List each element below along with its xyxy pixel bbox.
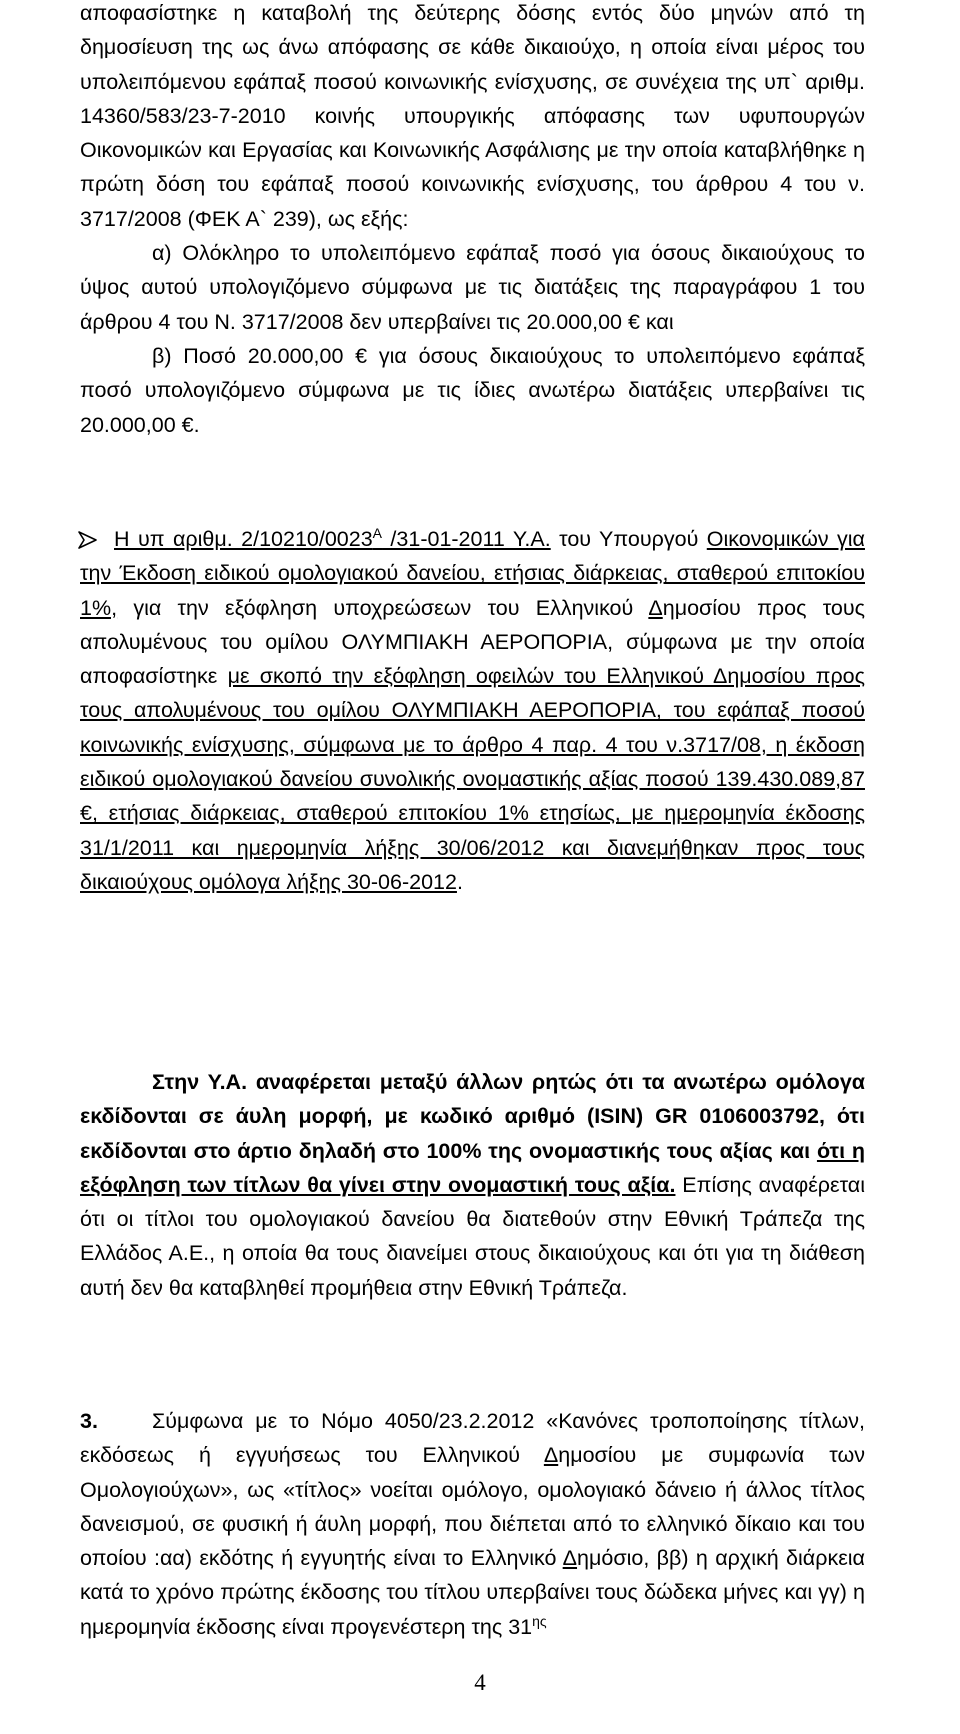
paragraph-decision xyxy=(80,0,865,442)
bullet-underline-3: με σκοπό την εξόφληση οφειλών του Ελληνικού Δημοσίου προς τους απολυμένους του ομίλου ΟΛΥΜΠΙΑΚΗ ΑΕΡΟΠΟΡΙΑ, του εφάπαξ ποσού κοινωνικής ενίσχυσης, σύμφωνα με το άρθρο 4 παρ. 4 του ν.3717/08, η έκδοση ειδικού ομολογιακού δανείου συνολικής ονομαστικής αξίας ποσού 139.430.089,87 €, ετήσιας διάρκειας, σταθερού επιτοκίου 1% ετησίως, με ημερομηνία έκδοσης 31/1/2011 και ημερομηνία λήξης 30/06/2012 και διανεμήθηκαν προς τους δικαιούχους ομόλογα λήξης 30-06-2012 xyxy=(80,664,865,894)
bullet-underline-1: Οικονομικών για την Έκδοση ειδικού ομολογιακού δανείου, ετήσιας διάρκειας, σταθερού επιτοκίου 1%, xyxy=(80,527,865,620)
ya-text xyxy=(80,1065,865,1305)
ya-bold-underline: ότι η εξόφληση των τίτλων θα γίνει στην ονομαστική τους αξία. xyxy=(80,1138,865,1197)
bullet-sup: Α xyxy=(372,524,383,541)
section-3-sup: ης xyxy=(532,1612,547,1629)
section-3-text: 3. Σύμφωνα με το Νόμο 4050/23.2.2012 «Κανόνες τροποποίησης τίτλων, εκδόσεως ή εγγυήσεως του Ελληνικού Δημοσίου με συμφωνία των Ομολογιούχων», ως «τίτλος» νοείται ομόλογο, ομολογιακό δάνειο ή άλλος τίτλος δανεισμού, σε φυσική ή άυλη μορφή, που διέπεται από το ελληνικό δίκαιο και του οποίου :αα) εκδότης ή εγγυητής είναι το Ελληνικό Δημόσιο, ββ) η αρχική διάρκεια κατά το χρόνο πρώτης έκδοσης του τίτλου υπερβαίνει τους δώδεκα μήνες και γγ) η ημερομηνία έκδοσης είναι προγενέστερη της $31^{\eta\varsigma}$ xyxy=(80,1404,865,1644)
ya-plain: Επίσης αναφέρεται ότι οι τίτλοι του ομολογιακού δανείου θα διατεθούν στην Εθνική Τράπεζα της Ελλάδος Α.Ε., η οποία θα τους διανείμει στους δικαιούχους και ότι για τη διάθεση αυτή δεν θα καταβληθεί προμήθεια στην Εθνική Τράπεζα. xyxy=(80,1172,865,1300)
ya-bold: Στην Υ.Α. αναφέρεται μεταξύ άλλων ρητώς ότι τα ανωτέρω ομόλογα εκδίδονται σε άυλη μορφή, με κωδικό αριθμό (ISIN) GR 0106003792, ότι εκδίδονται στο άρτιο δηλαδή στο 100% της ονομαστικής τους αξίας και xyxy=(80,1070,865,1163)
section-3 xyxy=(80,1404,865,1644)
paragraph-text: αποφασίστηκε η καταβολή της δεύτερης δόσης εντός δύο μηνών από τη δημοσίευση της ως άνω απόφασης σε κάθε δικαιούχο, η οποία είναι μέρος του υπολειπόμενου εφάπαξ ποσού κοινωνικής ενίσχυσης, σε συνέχεια της υπ` αριθμ. 14360/583/23-7-2010 κοινής υπουργικής απόφασης των υφυπουργών Οικονομικών και Εργασίας και Κοινωνικής Ασφάλισης με την οποία καταβλήθηκε η πρώτη δόση του εφάπαξ ποσού κοινωνικής ενίσχυσης, του άρθρου 4 του ν. 3717/2008 (ΦΕΚ Α` 239), ως εξής: xyxy=(80,1,865,231)
section-number: 3. xyxy=(80,1409,98,1433)
page-number: 4 xyxy=(474,1670,486,1695)
bullet-underline-2: Δ xyxy=(648,595,663,620)
item-b: β) Ποσό 20.000,00 € για όσους δικαιούχους το υπολειπόμενο εφάπαξ ποσό υπολογιζόμενο σύμφωνα με τις ίδιες ανωτέρω διατάξεις υπερβαίνει τις 20.000,00 €. xyxy=(80,343,865,437)
bullet-paragraph xyxy=(80,522,865,899)
ya-paragraph xyxy=(80,1065,865,1305)
bullet-lead: Η υπ αριθμ. $2/10210/0023^A$ /31-01-2011 Υ.Α. xyxy=(114,524,551,551)
arrow-bullet-icon xyxy=(78,531,98,549)
bullet-text: Η υπ αριθμ. $2/10210/0023^A$ /31-01-2011 Υ.Α. του Υπουργού Οικονομικών για την Έκδοση ειδικού ομολογιακού δανείου, ετήσιας διάρκειας, σταθερού επιτοκίου 1%, για την εξόφληση υποχρεώσεων του Ελληνικού Δημοσίου προς τους απολυμένους του ομίλου ΟΛΥΜΠΙΑΚΗ ΑΕΡΟΠΟΡΙΑ, σύμφωνα με την οποία αποφασίστηκε με σκοπό την εξόφληση οφειλών του Ελληνικού Δημοσίου προς τους απολυμένους του ομίλου ΟΛΥΜΠΙΑΚΗ ΑΕΡΟΠΟΡΙΑ, του εφάπαξ ποσού κοινωνικής ενίσχυσης, σύμφωνα με το άρθρο 4 παρ. 4 του ν.3717/08, η έκδοση ειδικού ομολογιακού δανείου συνολικής ονομαστικής αξίας ποσού 139.430.089,87 €, ετήσιας διάρκειας, σταθερού επιτοκίου 1% ετησίως, με ημερομηνία έκδοσης 31/1/2011 και ημερομηνία λήξης 30/06/2012 και διανεμήθηκαν προς τους δικαιούχους ομόλογα λήξης 30-06-2012. xyxy=(80,524,865,894)
item-a: α) Ολόκληρο το υπολειπόμενο εφάπαξ ποσό για όσους δικαιούχους το ύψος αυτού υπολογιζόμενο σύμφωνα με τις διατάξεις της παραγράφου 1 του άρθρου 4 του Ν. 3717/2008 δεν υπερβαίνει τις 20.000,00 € και xyxy=(80,241,865,334)
